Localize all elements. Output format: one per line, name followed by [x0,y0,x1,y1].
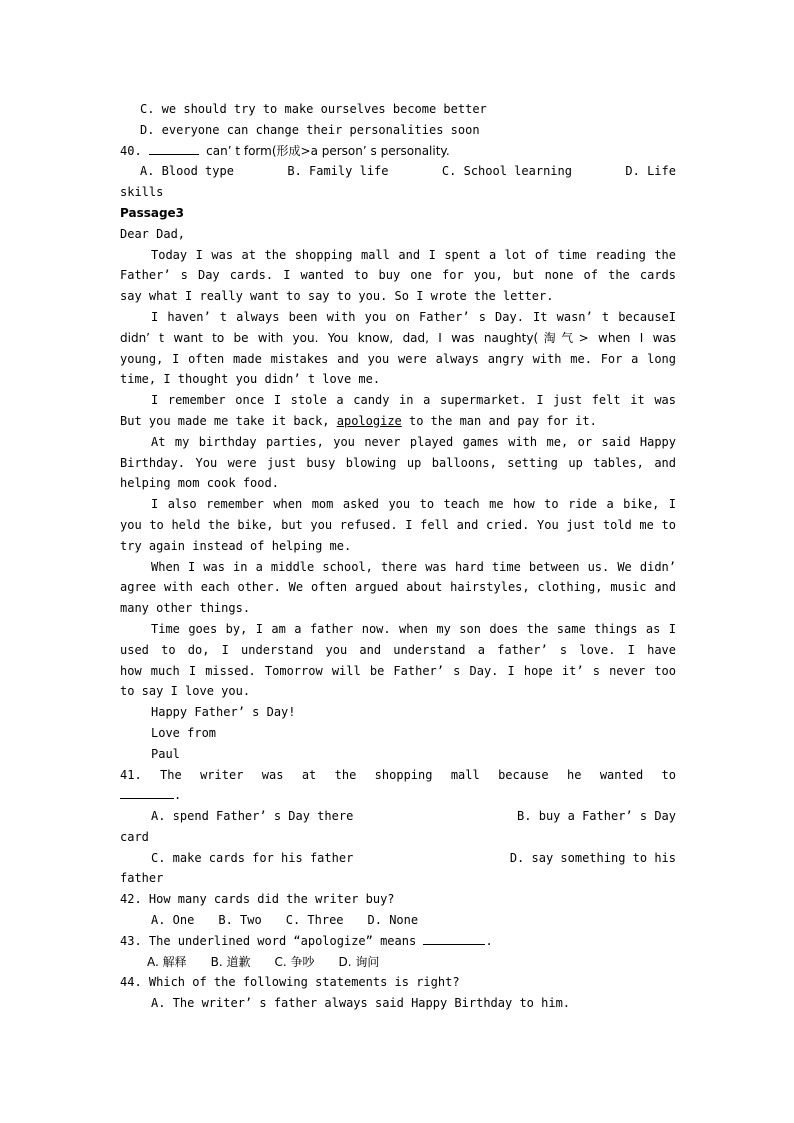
answer-blank [120,786,174,799]
passage-line: you to held the bike, but you refused. I fell and cried. You just told me to [120,517,676,532]
passage-line-apologize [120,411,676,432]
q41-end: . [174,788,182,803]
q44-stem: 44. Which of the following statements is right? [120,975,460,990]
passage-line: young, I often made mistakes and you were always angry with me. For a long [120,351,676,366]
answer-blank [149,142,199,155]
passage-line: I also remember when mom asked you to teach me how to ride a bike, I [151,497,676,512]
q40-option-c: C. School learning [441,164,572,179]
underlined-word: apologize [336,413,402,428]
q41-option-d-cont: father [120,871,164,886]
apologize-post: to the man and pay for it. [401,413,597,428]
q41-stem: 41. The writer was at the shopping mall because he wanted to [120,767,676,782]
q43-option-c: C. 争吵 [274,954,315,969]
passage-line: Today I was at the shopping mall and I spent a lot of time reading the [151,247,676,262]
q40-option-a: A. Blood type [140,164,234,179]
q42-option-c: C. Three [285,913,344,928]
passage-line: used to do, I understand you and understand a father’ s love. I have [120,642,676,657]
q43-options [120,952,676,973]
passage-line: helping mom cook food. [120,476,279,491]
passage-line: many other things. [120,601,251,616]
passage-line: try again instead of helping me. [120,538,352,553]
q41-option-b-cont: card [120,829,149,844]
q42-option-a: A. One [151,913,195,928]
q39-option-d: D. everyone can change their personalities soon [140,122,480,137]
passage-line: how much I missed. Tomorrow will be Father’ s Day. I hope it’ s never too [120,663,676,678]
passage-line: I remember once I stole a candy in a supermarket. I just felt it was [151,393,676,408]
q41-option-a: A. spend Father’ s Day there [151,809,354,824]
closing-love: Love from [151,725,217,740]
q43-option-b: B. 道歉 [210,954,251,969]
q43-option-a: A. 解释 [147,954,187,969]
q41-option-b: B. buy a Father’ s Day [517,809,676,824]
q41-options-cd [120,848,676,869]
signature-name: Paul [151,746,180,761]
q40-option-b: B. Family life [287,164,389,179]
q40-stem [120,141,676,162]
q42-option-d: D. None [367,913,419,928]
q40-number: 40. [120,143,142,158]
q40-option-d-cont: skills [120,185,164,200]
passage-line: agree with each other. We often argued about hairstyles, clothing, music and [120,580,676,595]
q42-options [120,910,676,931]
q43-stem-line [120,931,676,952]
closing-greeting: Happy Father’ s Day! [151,705,296,720]
passage-line: time, I thought you didn’ t love me. [120,372,381,387]
q40-option-d: D. Life [625,164,676,179]
passage-line: say what I really want to say to you. So I wrote the letter. [120,289,554,304]
q41-option-c: C. make cards for his father [151,850,354,865]
apologize-pre: But you made me take it back, [120,413,337,428]
q40-options [120,161,676,182]
q41-blank-line [120,785,676,806]
passage-line: to say I love you. [120,684,251,699]
q43-option-d: D. 询问 [338,954,380,969]
q40-text: can’ t form(形成>a person’ s personality. [206,143,450,158]
salutation: Dear Dad, [120,226,186,241]
passage-line: didn’ t want to be with you. You know, dad, I was naughty(淘气> when I was [120,330,676,345]
q43-end: . [485,933,493,948]
passage-line: I haven’ t always been with you on Father’ s Day. It wasn’ t becauseI [151,309,676,324]
document-page [120,99,676,1014]
q42-option-b: B. Two [218,913,262,928]
q41-option-d: D. say something to his [509,850,676,865]
passage-line: Father’ s Day cards. I wanted to buy one for you, but none of the cards [120,268,676,283]
passage-line: Birthday. You were just busy blowing up balloons, setting up tables, and [120,455,676,470]
q41-options-ab [120,806,676,827]
passage-line: When I was in a middle school, there was hard time between us. We didn’ [151,559,676,574]
answer-blank [423,932,485,945]
q43-stem: 43. The underlined word “apologize” means [120,933,417,948]
q42-stem: 42. How many cards did the writer buy? [120,892,395,907]
passage-line: Time goes by, I am a father now. when my son does the same things as I [151,621,676,636]
q39-option-c: C. we should try to make ourselves become better [140,102,487,116]
passage-line: At my birthday parties, you never played games with me, or said Happy [151,434,676,449]
q44-option-a: A. The writer’ s father always said Happy Birthday to him. [151,996,571,1011]
passage-title: Passage3 [120,205,185,220]
